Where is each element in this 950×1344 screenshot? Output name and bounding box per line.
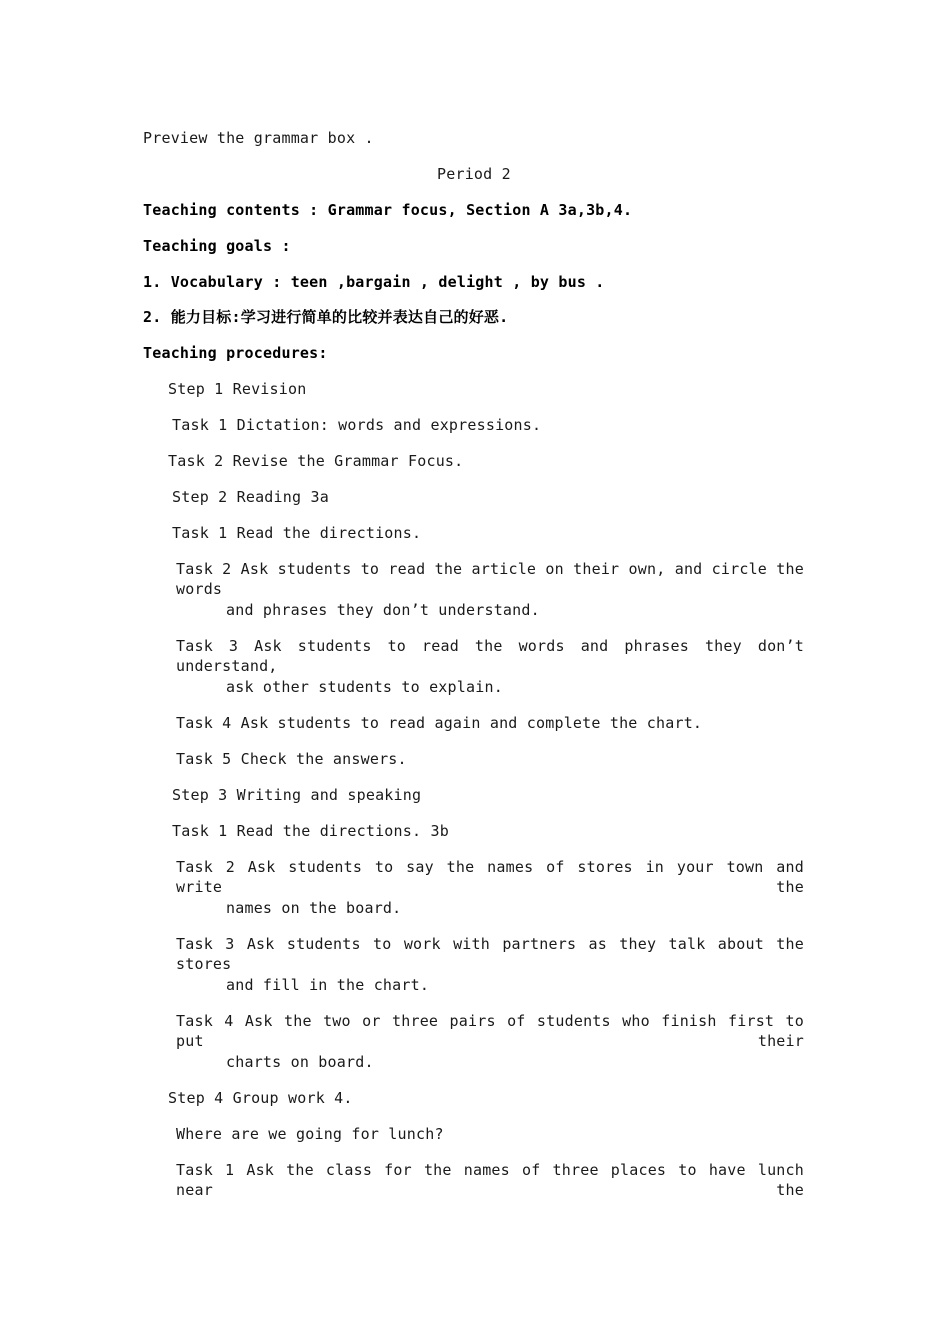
step-2-task-5: Task 5 Check the answers. bbox=[176, 750, 407, 768]
period-heading: Period 2 bbox=[437, 165, 511, 183]
step-2-heading: Step 2 Reading 3a bbox=[172, 488, 329, 506]
step-2-task-3-line-1: Task 3 Ask students to read the words and phrases they don’t understand, bbox=[176, 637, 804, 675]
teaching-procedures: Teaching procedures: bbox=[143, 344, 328, 362]
preview-line: Preview the grammar box . bbox=[143, 129, 374, 147]
step-4-task-1-line-1: Task 1 Ask the class for the names of three places to have lunch near the bbox=[176, 1161, 804, 1199]
step-1-task-1: Task 1 Dictation: words and expressions. bbox=[172, 416, 542, 434]
step-3-task-3-line-2: and fill in the chart. bbox=[226, 976, 430, 994]
step-2-task-1: Task 1 Read the directions. bbox=[172, 524, 422, 542]
goal-vocabulary: 1. Vocabulary : teen ,bargain , delight , by bus . bbox=[143, 273, 605, 291]
step-3-task-3-line-1: Task 3 Ask students to work with partners as they talk about the stores bbox=[176, 935, 804, 973]
teaching-contents: Teaching contents : Grammar focus, Section A 3a,3b,4. bbox=[143, 201, 633, 219]
step-3-task-2-line-2: names on the board. bbox=[226, 899, 402, 917]
step-2-task-3-line-2: ask other students to explain. bbox=[226, 678, 503, 696]
goal-ability: 2. 能力目标:学习进行简单的比较并表达自己的好恶. bbox=[143, 308, 509, 326]
step-4-question: Where are we going for lunch? bbox=[176, 1125, 444, 1143]
step-2-task-2-line-1: Task 2 Ask students to read the article on their own, and circle the words bbox=[176, 560, 804, 598]
step-1-task-2: Task 2 Revise the Grammar Focus. bbox=[168, 452, 464, 470]
step-4-heading: Step 4 Group work 4. bbox=[168, 1089, 353, 1107]
step-3-task-1: Task 1 Read the directions. 3b bbox=[172, 822, 449, 840]
step-3-task-4-line-2: charts on board. bbox=[226, 1053, 374, 1071]
step-2-task-2-line-2: and phrases they don’t understand. bbox=[226, 601, 540, 619]
step-3-task-4-line-1: Task 4 Ask the two or three pairs of students who finish first to put their bbox=[176, 1012, 804, 1050]
step-3-task-2-line-1: Task 2 Ask students to say the names of stores in your town and write the bbox=[176, 858, 804, 896]
step-2-task-4: Task 4 Ask students to read again and complete the chart. bbox=[176, 714, 703, 732]
teaching-goals: Teaching goals : bbox=[143, 237, 291, 255]
step-3-heading: Step 3 Writing and speaking bbox=[172, 786, 422, 804]
step-1-heading: Step 1 Revision bbox=[168, 380, 307, 398]
